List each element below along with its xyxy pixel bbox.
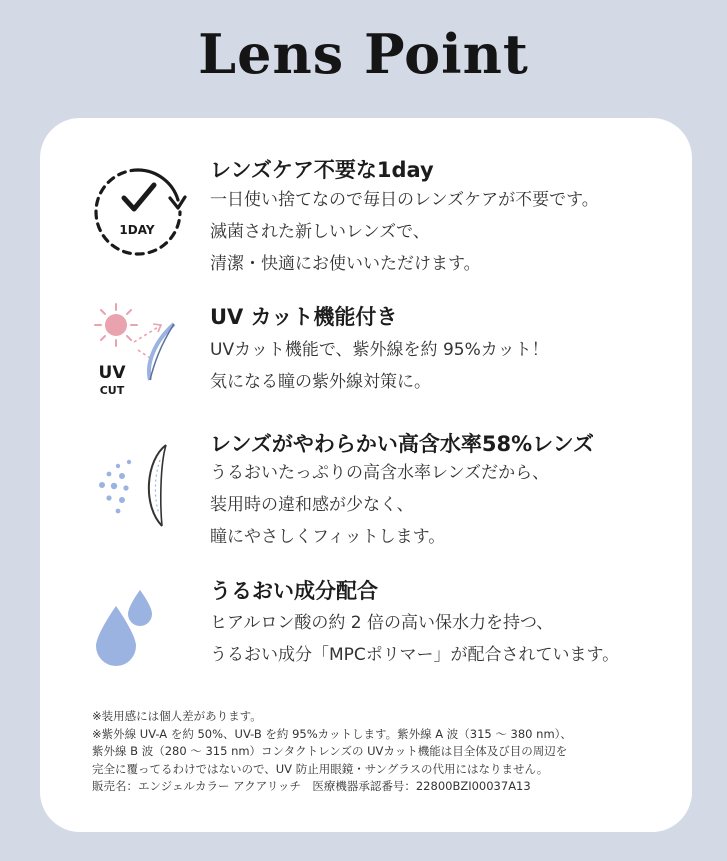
description-line: 滅菌された新しいレンズで、 [210, 222, 430, 242]
description-line: 装用時の違和感が少なく、 [210, 495, 414, 515]
1day-clock-icon [88, 162, 188, 266]
feature-description [210, 457, 549, 553]
description-line: UVカット機能で、紫外線を約 95%カット！ [210, 340, 549, 360]
note-line: 紫外線 B 波（280 ～ 315 nm）コンタクトレンズの UVカット機能は目全体及び目の周辺を [92, 744, 568, 758]
uv-label: UV [98, 363, 126, 383]
water-drops-icon [88, 576, 188, 680]
feature-title: UV カット機能付き [210, 305, 398, 329]
note-line: 完全に覆ってるわけではないので、UV 防止用眼鏡・サングラスの代用にはなりません。 [92, 761, 549, 776]
feature-description [210, 607, 619, 671]
disclaimer-notes [92, 708, 572, 796]
lens-points-card [40, 118, 692, 832]
feature-description [210, 184, 599, 280]
note-line: ※装用感には個人差があります。 [92, 709, 262, 723]
description-line: 一日使い捨てなので毎日のレンズケアが不要です。 [210, 190, 599, 210]
cut-label: CUT [99, 384, 125, 397]
description-line: 気になる瞳の紫外線対策に。 [210, 372, 431, 392]
feature-title: うるおい成分配合 [210, 579, 378, 603]
description-line: 清潔・快適にお使いいただけます。 [210, 254, 481, 274]
note-line: ※紫外線 UV-A を約 50%、UV-B を約 95%カットします。紫外線 A 波（315 ～ 380 nm）、 [92, 726, 572, 741]
page-title: Lens Point [198, 22, 529, 86]
moist-lens-icon [88, 440, 188, 534]
uv-cut-icon [88, 302, 188, 406]
description-line: うるおいたっぷりの高含水率レンズだから、 [210, 463, 550, 483]
feature-description [210, 334, 549, 398]
1day-label: 1DAY [119, 223, 155, 237]
feature-title: レンズケア不要な1day [210, 158, 434, 182]
description-line: うるおい成分「MPCポリマー」が配合されています。 [210, 645, 620, 665]
description-line: 瞳にやさしくフィットします。 [210, 527, 446, 547]
feature-title: レンズがやわらかい高含水率58%レンズ [210, 432, 594, 456]
description-line: ヒアルロン酸の約 2 倍の高い保水力を持つ、 [210, 613, 554, 633]
note-line: 販売名：エンジェルカラー アクアリッチ 医療機器承認番号：22800BZI00037A13 [92, 779, 531, 793]
